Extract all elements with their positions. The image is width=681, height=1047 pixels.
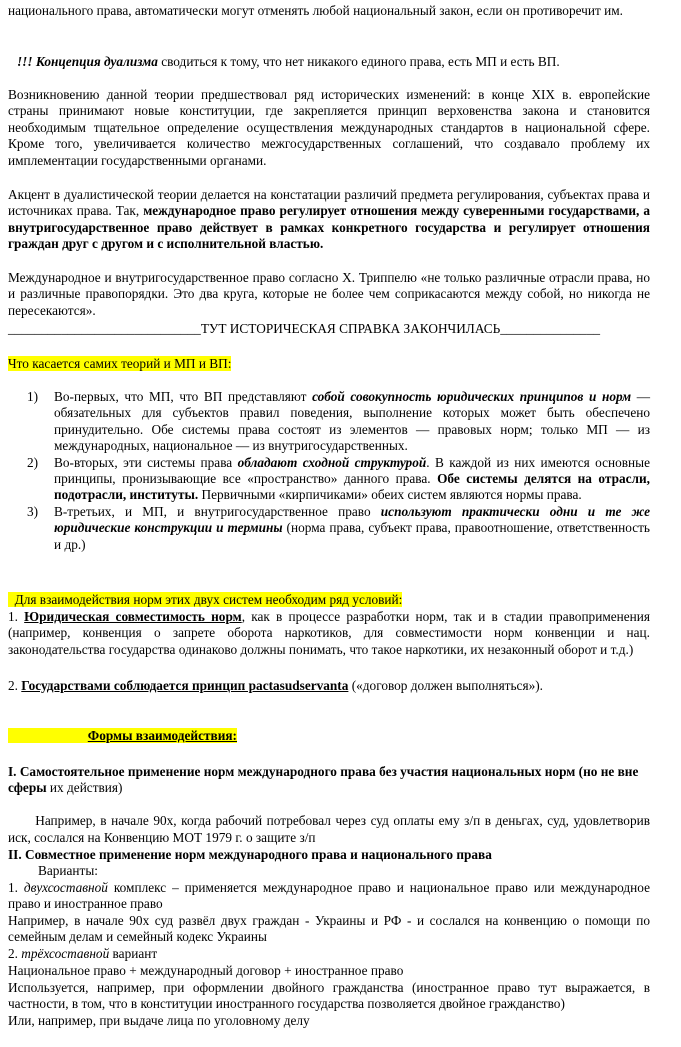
list-number: 2) xyxy=(27,454,39,470)
list-item xyxy=(27,389,650,455)
example-text: Например, в начале 90х суд развёл двух граждан - Украины и РФ - и сослался на конвенцию о помощи по семейным делам и семейный кодекс Украины xyxy=(8,913,650,945)
variant-text: вариант xyxy=(109,946,158,961)
heading-forms-text: Формы взаимодействия: xyxy=(87,728,237,743)
list-number: 3) xyxy=(27,503,39,519)
variant-number: 2. xyxy=(8,946,22,961)
variant-name: двухсоставной xyxy=(23,880,108,895)
section-title-bold: II. Совместное применение норм международного права и национального права xyxy=(8,847,492,862)
condition-2 xyxy=(8,678,650,694)
highlighted-heading: Что касается самих теорий и МП и ВП: xyxy=(8,356,232,371)
section-2-title xyxy=(8,847,650,863)
paragraph-text: Акцент в дуалистической теории делается на констатации различий предмета регулирования, субъектах права и источниках права. Так, xyxy=(8,187,650,219)
list-text-emphasis: собой совокупность юридических принципов и норм xyxy=(312,389,632,404)
similarities-list xyxy=(27,389,650,553)
example-text: Или, например, при выдаче лица по уголовному делу xyxy=(8,1013,310,1028)
list-text-c: Первичными «кирпичиками» обеих систем являются нормы права. xyxy=(198,487,582,503)
list-text-a: Во-вторых, эти системы права xyxy=(54,454,238,470)
list-number: 1) xyxy=(27,389,39,404)
variant-number: 1. xyxy=(8,880,24,895)
example-text: Например, в начале 90х, когда рабочий потребовал через суд оплаты ему з/п в деньгах, суд, удовлетворив иск, сослался на Конвенцию МОТ 1979 г. о защите з/п xyxy=(8,813,654,845)
list-item xyxy=(27,455,650,504)
list-text xyxy=(54,455,650,504)
example-text: Используется, например, при оформлении двойного гражданства (иностранное право тут выражается, в частности, в том, что в конституции иностранного государства позволяется двойное гражданство) xyxy=(8,980,650,1012)
heading-conditions xyxy=(8,592,650,608)
condition-text: («договор должен выполняться»). xyxy=(348,678,543,693)
paragraph-text: Международное и внутригосударственное право согласно Х. Триппелю «не только различные отрасли права, но и различные правопорядки. Это два круга, которые не более чем соприкасаются между собой, но никогда не пересекаются». xyxy=(8,270,650,318)
variant-2 xyxy=(8,946,650,962)
history-end-separator xyxy=(8,321,650,337)
list-text-b: — обязательных для субъектов правил поведения, выполнение которых может быть обеспечено принудительно. Обе системы права состоят из элементов — правовых норм; только МП — из международных, национальное — из внутригосударственных. xyxy=(54,389,650,454)
paragraph-text: Возникновению данной теории предшествовал ряд исторических изменений: в конце XIX в. европейские страны принимают новые конституции, где закрепляется принцип верховенства закона и становится необходимым тщательное определение осуществления международных стандартов в национальной сфере. Кроме того, увеличивается количество межгосударственных соглашений, что создавало проблему их имплементации государственными органами. xyxy=(8,87,650,168)
section-title-bold: I. Самостоятельное применение норм международного права без участия национальных норм (но не вне сферы xyxy=(8,764,639,796)
paragraph-accent xyxy=(8,187,650,253)
list-text-emphasis: используют практически одни и те же юридические конструкции и термины xyxy=(54,503,650,536)
paragraph-monism-end xyxy=(8,3,650,19)
condition-text: , как в процессе разработки норм, так и в стадии правоприменения (например, конвенция о запрете оборота наркотиков, для совместимости норм конвенции и нац. законодательства государства одинаково должны понимать, что такое наркотики, их незаконный оборот и т.д.) xyxy=(8,609,651,657)
list-text xyxy=(54,389,650,455)
heading-forms-pad xyxy=(8,728,88,743)
heading-forms xyxy=(8,728,650,744)
variant-name: трёхсоставной xyxy=(21,946,110,961)
section-title-rest: их действия) xyxy=(46,780,123,796)
variant-text: комплекс – применяется международное право и национальное право или международное право и иностранное право xyxy=(8,880,650,912)
condition-title: Юридическая совместимость норм xyxy=(24,609,242,624)
list-text-b: (норма права, субъект права, правоотношение, ответственность и др.) xyxy=(54,520,650,552)
paragraph-text: национального права, автоматически могут отменять любой национальный закон, если он противоречит им. xyxy=(8,3,623,18)
separator-line-left: _____________________________ xyxy=(8,321,201,336)
condition-1 xyxy=(8,609,650,658)
variant-2-formula xyxy=(8,963,650,979)
condition-title: Государствами соблюдается принцип pactasudservanta xyxy=(21,678,349,693)
section-1-title xyxy=(8,764,650,797)
paragraph-dualism xyxy=(17,54,650,70)
separator-line-right: _______________ xyxy=(500,321,600,336)
formula-text: Национальное право + международный договор + иностранное право xyxy=(8,963,404,978)
dualism-term: Концепция дуализма xyxy=(35,54,158,69)
list-text-a: В-третьих, и МП, и внутригосударственное право xyxy=(54,503,381,519)
variants-label xyxy=(38,863,650,879)
dualism-definition: сводиться к тому, что нет никакого единого права, есть МП и есть ВП. xyxy=(157,54,560,69)
list-text-bold: Обе системы делятся на отрасли, подотрасли, институты. xyxy=(54,471,650,503)
heading-theories xyxy=(8,356,650,372)
variant-2-example xyxy=(8,980,650,1013)
variants-text: Варианты: xyxy=(38,863,98,878)
variant-1 xyxy=(8,880,650,913)
paragraph-trippel xyxy=(8,270,650,319)
variant-1-example xyxy=(8,913,650,946)
highlighted-heading: Для взаимодействия норм этих двух систем необходим ряд условий: xyxy=(8,592,403,607)
paragraph-history xyxy=(8,87,650,169)
list-text-a: Во-первых, что МП, что ВП представляют xyxy=(54,389,313,404)
separator-label: ТУТ ИСТОРИЧЕСКАЯ СПРАВКА ЗАКОНЧИЛАСЬ xyxy=(200,321,501,336)
condition-number: 2. xyxy=(8,678,22,693)
condition-number: 1. xyxy=(8,609,25,624)
list-text xyxy=(54,504,650,553)
list-text-b: . В каждой из них имеются основные принципы, пронизывающие все «пространство» данного права. xyxy=(54,454,650,487)
list-text-emphasis: обладают сходной структурой xyxy=(237,454,427,470)
paragraph-bold-text: международное право регулирует отношения между суверенными государствами, а внутригосударственное право действует в рамках конкретного государства и регулирует отношения граждан друг с другом и с исполнительной властью. xyxy=(8,203,650,252)
variant-2-example-2 xyxy=(8,1013,650,1029)
exclamation-marks: !!! xyxy=(17,54,36,69)
list-item xyxy=(27,504,650,553)
